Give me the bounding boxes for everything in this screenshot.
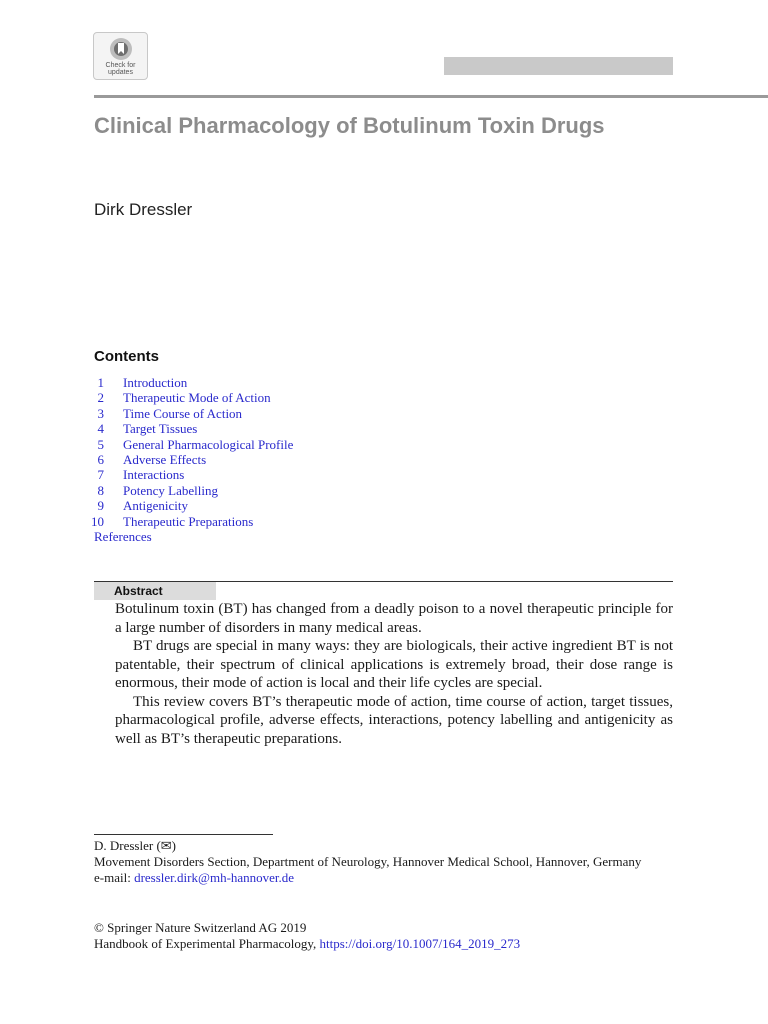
toc-item[interactable]: 4 Target Tissues [97, 421, 198, 437]
citation-line: Handbook of Experimental Pharmacology, https://doi.org/10.1007/164_2019_273 [94, 936, 521, 951]
doi-link[interactable]: https://doi.org/10.1007/164_2019_273 [319, 936, 521, 951]
abstract-paragraph: Botulinum toxin (BT) has changed from a deadly poison to a novel therapeutic principle for a large number of disorders in many medical areas. [115, 601, 673, 636]
abstract-paragraph: This review covers BT’s therapeutic mode of action, time course of action, target tissues, pharmacological profile, adverse effects, interactions, potency labelling and antigenicity as well as BT’s therapeutic preparations. [115, 693, 673, 747]
email-link[interactable]: dressler.dirk@mh-hannover.de [134, 870, 295, 885]
toc-item[interactable]: 3 Time Course of Action [97, 405, 243, 421]
abstract-body [115, 600, 673, 748]
copyright-block [94, 920, 674, 952]
header-bar [444, 57, 673, 75]
author-footnote [94, 838, 674, 886]
header-rule [94, 95, 768, 98]
abstract-heading: Abstract [94, 582, 216, 600]
footnote-email-line: e-mail: dressler.dirk@mh-hannover.de [94, 870, 295, 885]
table-of-contents [91, 375, 494, 529]
badge-text: Check for updates [105, 62, 136, 76]
toc-item[interactable]: 9 Antigenicity [97, 498, 188, 514]
copyright-line: © Springer Nature Switzerland AG 2019 [94, 920, 307, 935]
toc-item[interactable]: 5 General Pharmacological Profile [97, 436, 294, 452]
chapter-title: Clinical Pharmacology of Botulinum Toxin Drugs [94, 113, 605, 138]
toc-item[interactable]: 10 Therapeutic Preparations [91, 513, 254, 529]
toc-item[interactable]: 1 Introduction [97, 375, 188, 390]
bookmark-icon [109, 37, 133, 61]
author-name: Dirk Dressler [94, 200, 193, 219]
contents-heading: Contents [94, 348, 159, 365]
toc-item[interactable]: 7 Interactions [97, 467, 185, 483]
footnote-affiliation: Movement Disorders Section, Department of Neurology, Hannover Medical School, Hannover, Germany [94, 854, 642, 869]
toc-item[interactable]: 8 Potency Labelling [97, 482, 218, 498]
footnote-author: D. Dressler (✉) [94, 838, 177, 853]
toc-references-link[interactable]: References [94, 529, 152, 544]
abstract-paragraph: BT drugs are special in many ways: they are biologicals, their active ingredient BT is not patentable, their spectrum of clinical applications is extremely broad, their dose range is enormous, their mode of action is local and their life cycles are special. [115, 638, 673, 691]
toc-item[interactable]: 6 Adverse Effects [97, 451, 207, 467]
check-for-updates-badge[interactable] [93, 32, 148, 80]
toc-item[interactable]: 2 Therapeutic Mode of Action [97, 390, 271, 406]
footnote-rule [94, 834, 273, 835]
